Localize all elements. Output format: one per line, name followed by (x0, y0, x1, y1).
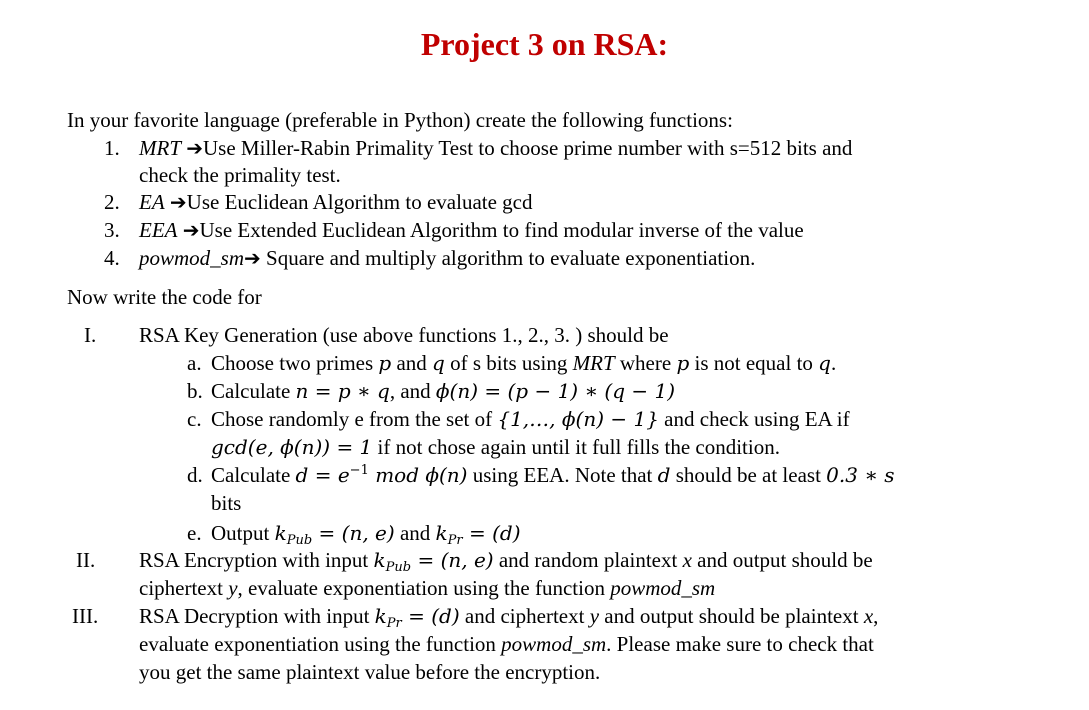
sub-item-d: Calculate $d = e^{-1}$ mod ϕ(n) using EEA. Note that d should be at least 0.3 ∗ s (211, 463, 895, 487)
section-encryption-continuation: ciphertext y, evaluate exponentiation using the function powmod_sm (139, 576, 716, 600)
list-item (139, 135, 852, 162)
section-number: II. (76, 548, 96, 572)
sub-item-a: Choose two primes p and q of s bits using MRT where p is not equal to q. (211, 351, 837, 375)
list-number: 2. (104, 190, 120, 214)
function-desc: Use Miller-Rabin Primality Test to choose prime number with s=512 bits and (203, 136, 853, 160)
function-name: powmod_sm (139, 246, 245, 270)
section-heading: RSA Key Generation (use above functions 1., 2., 3. ) should be (139, 323, 669, 347)
list-item (139, 189, 533, 216)
intro-text: In your favorite language (preferable in Python) create the following functions: (67, 108, 733, 132)
sub-item-e: Output $k_{Pub} = (n$, e) and $k_{Pr} = (d)$ (211, 521, 521, 548)
section-decryption-continuation: you get the same plaintext value before the encryption. (139, 660, 601, 684)
section-decryption-continuation: evaluate exponentiation using the function powmod_sm. Please make sure to check that (139, 632, 874, 656)
function-name: EA (139, 190, 165, 214)
list-number: 1. (104, 136, 120, 160)
sub-item-label: d. (187, 463, 203, 487)
section-number: III. (72, 604, 99, 628)
sub-item-d-continuation: bits (211, 491, 242, 515)
list-item (139, 245, 755, 272)
section-number: I. (84, 323, 97, 347)
list-item-continuation: check the primality test. (139, 163, 341, 187)
function-name: EEA (139, 218, 178, 242)
sub-item-b: Calculate n = p ∗ q, and ϕ(n) = (p − 1) ∗ (q − 1) (211, 379, 676, 403)
list-item (139, 217, 804, 244)
section-decryption: RSA Decryption with input $k_{Pr} = (d)$ and ciphertext y and output should be plaintext x, (139, 604, 879, 631)
section-encryption: RSA Encryption with input $k_{Pub} = (n$, e) and random plaintext x and output should be (139, 548, 873, 575)
now-write-text: Now write the code for (67, 285, 262, 309)
arrow-right-icon: ➔ (186, 136, 204, 160)
arrow-right-icon: ➔ (244, 246, 261, 270)
sub-item-label: c. (187, 407, 202, 431)
sub-item-c: Chose randomly e from the set of {1,…, ϕ(n) − 1} and check using EA if (211, 407, 850, 431)
list-number: 3. (104, 218, 120, 242)
arrow-right-icon: ➔ (182, 218, 200, 242)
function-name: MRT (139, 136, 181, 160)
function-desc: Use Extended Euclidean Algorithm to find modular inverse of the value (199, 218, 804, 242)
sub-item-label: b. (187, 379, 203, 403)
arrow-right-icon: ➔ (169, 190, 187, 214)
sub-item-c-continuation: gcd(e, ϕ(n)) = 1 if not chose again until it full fills the condition. (211, 435, 780, 459)
function-desc: Square and multiply algorithm to evaluate exponentiation. (260, 246, 756, 270)
sub-item-label: a. (187, 351, 202, 375)
function-desc: Use Euclidean Algorithm to evaluate gcd (186, 190, 533, 214)
sub-item-label: e. (187, 521, 202, 545)
page-title: Project 3 on RSA: (420, 26, 669, 62)
list-number: 4. (104, 246, 120, 270)
